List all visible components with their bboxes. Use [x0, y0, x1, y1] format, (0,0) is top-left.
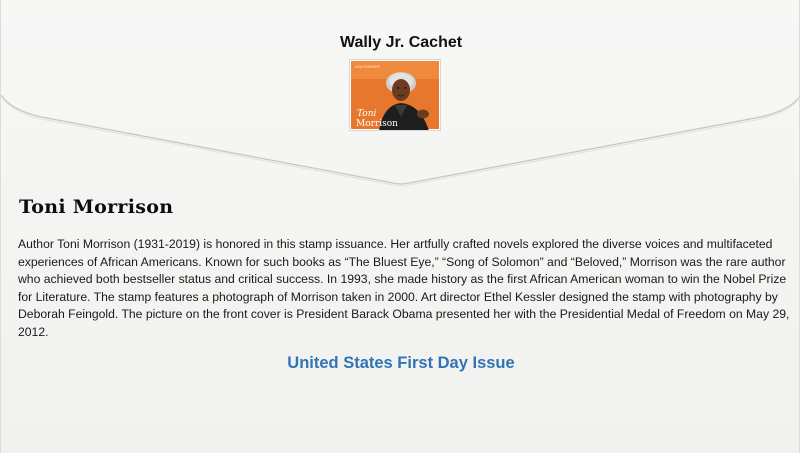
svg-text:USA FOREVER: USA FOREVER — [355, 65, 380, 69]
stamp-name-line1: Toni — [357, 109, 377, 119]
first-day-issue-label: United States First Day Issue — [287, 354, 515, 372]
subject-title: Toni Morrison — [19, 196, 174, 218]
description-text: Author Toni Morrison (1931-2019) is honored in this stamp issuance. Her artfully crafted novels explored the diverse voices and multifaceted experiences of African Americans. Known for such books as “The Bluest Eye,” “Song of Solomon” and “Beloved,” Morrison was the rare author who achieved both bestseller status and critical success. In 1993, she made history as the first African American woman to win the Nobel Prize for Literature. The stamp features a photograph of Morrison taken in 2000. Art director Ethel Kessler designed the stamp with photography by Deborah Feingold. The picture on the front cover is President Barack Obama presented her with the Presidential Medal of Freedom on May 29, 2012. — [18, 237, 790, 339]
stamp-name-line2: Morrison — [356, 119, 398, 129]
stamp-image — [349, 59, 441, 131]
cachet-title: Wally Jr. Cachet — [339, 34, 463, 51]
